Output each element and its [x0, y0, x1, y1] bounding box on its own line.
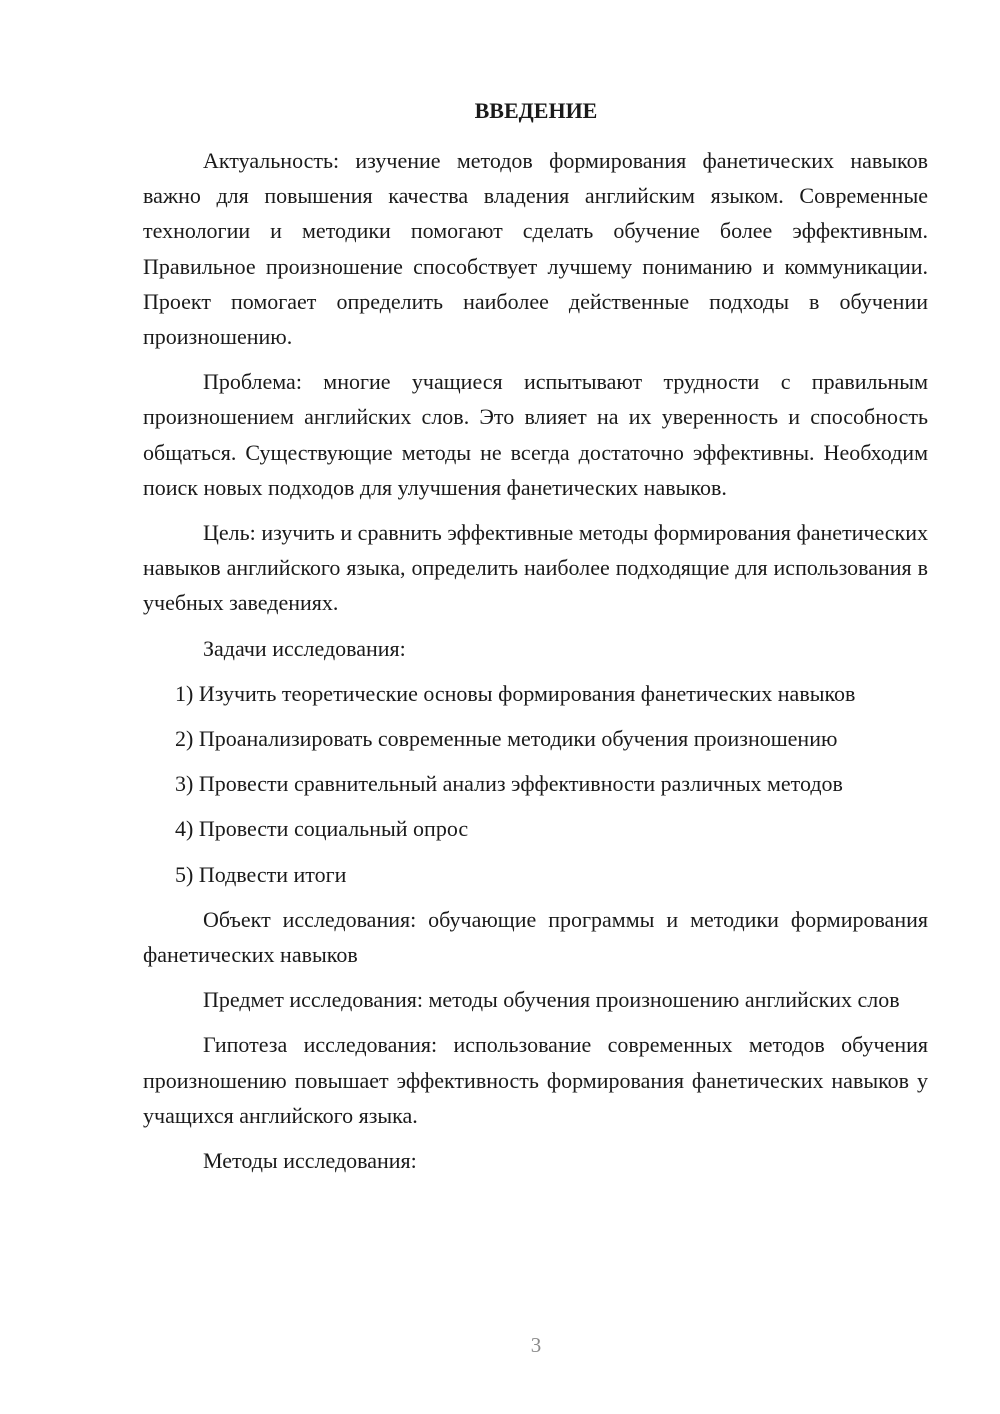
- methods-heading: Методы исследования:: [203, 1148, 417, 1174]
- task-item-2: 2) Проанализировать современные методики обучения произношению: [175, 726, 838, 752]
- object-paragraph: Объект исследования: обучающие программы и методики формирования фанетических навыков: [143, 906, 928, 968]
- hypothesis-paragraph: Гипотеза исследования: использование современных методов обучения произношению повышает эффективность формирования фанетических навыков у учащихся английского языка.: [143, 1032, 928, 1128]
- page-number: 3: [530, 1333, 542, 1357]
- page-title: ВВЕДЕНИЕ: [474, 98, 598, 123]
- task-item-3: 3) Провести сравнительный анализ эффективности различных методов: [175, 771, 843, 797]
- document-body: [143, 143, 928, 1188]
- goal-paragraph: Цель: изучить и сравнить эффективные методы формирования фанетических навыков английского языка, определить наиболее подходящие для использования в учебных заведениях.: [143, 520, 928, 616]
- task-item-4: 4) Провести социальный опрос: [175, 816, 469, 842]
- task-item-1: 1) Изучить теоретические основы формирования фанетических навыков: [175, 680, 856, 706]
- problem-paragraph: Проблема: многие учащиеся испытывают трудности с правильным произношением английских слов. Это влияет на их уверенность и способность общаться. Существующие методы не всегда достаточно эффективны. Необходим поиск новых подходов для улучшения фанетических навыков.: [143, 369, 928, 500]
- task-item-5: 5) Подвести итоги: [175, 861, 347, 887]
- subject-paragraph: Предмет исследования: методы обучения произношению английских слов: [203, 987, 900, 1013]
- tasks-heading: Задачи исследования:: [203, 635, 406, 661]
- relevance-paragraph: Актуальность: изучение методов формирования фанетических навыков важно для повышения качества владения английским языком. Современные технологии и методики помогают сделать обучение более эффективным. Правильное произношение способствует лучшему пониманию и коммуникации. Проект помогает определить наиболее действенные подходы в обучении произношению.: [143, 148, 928, 350]
